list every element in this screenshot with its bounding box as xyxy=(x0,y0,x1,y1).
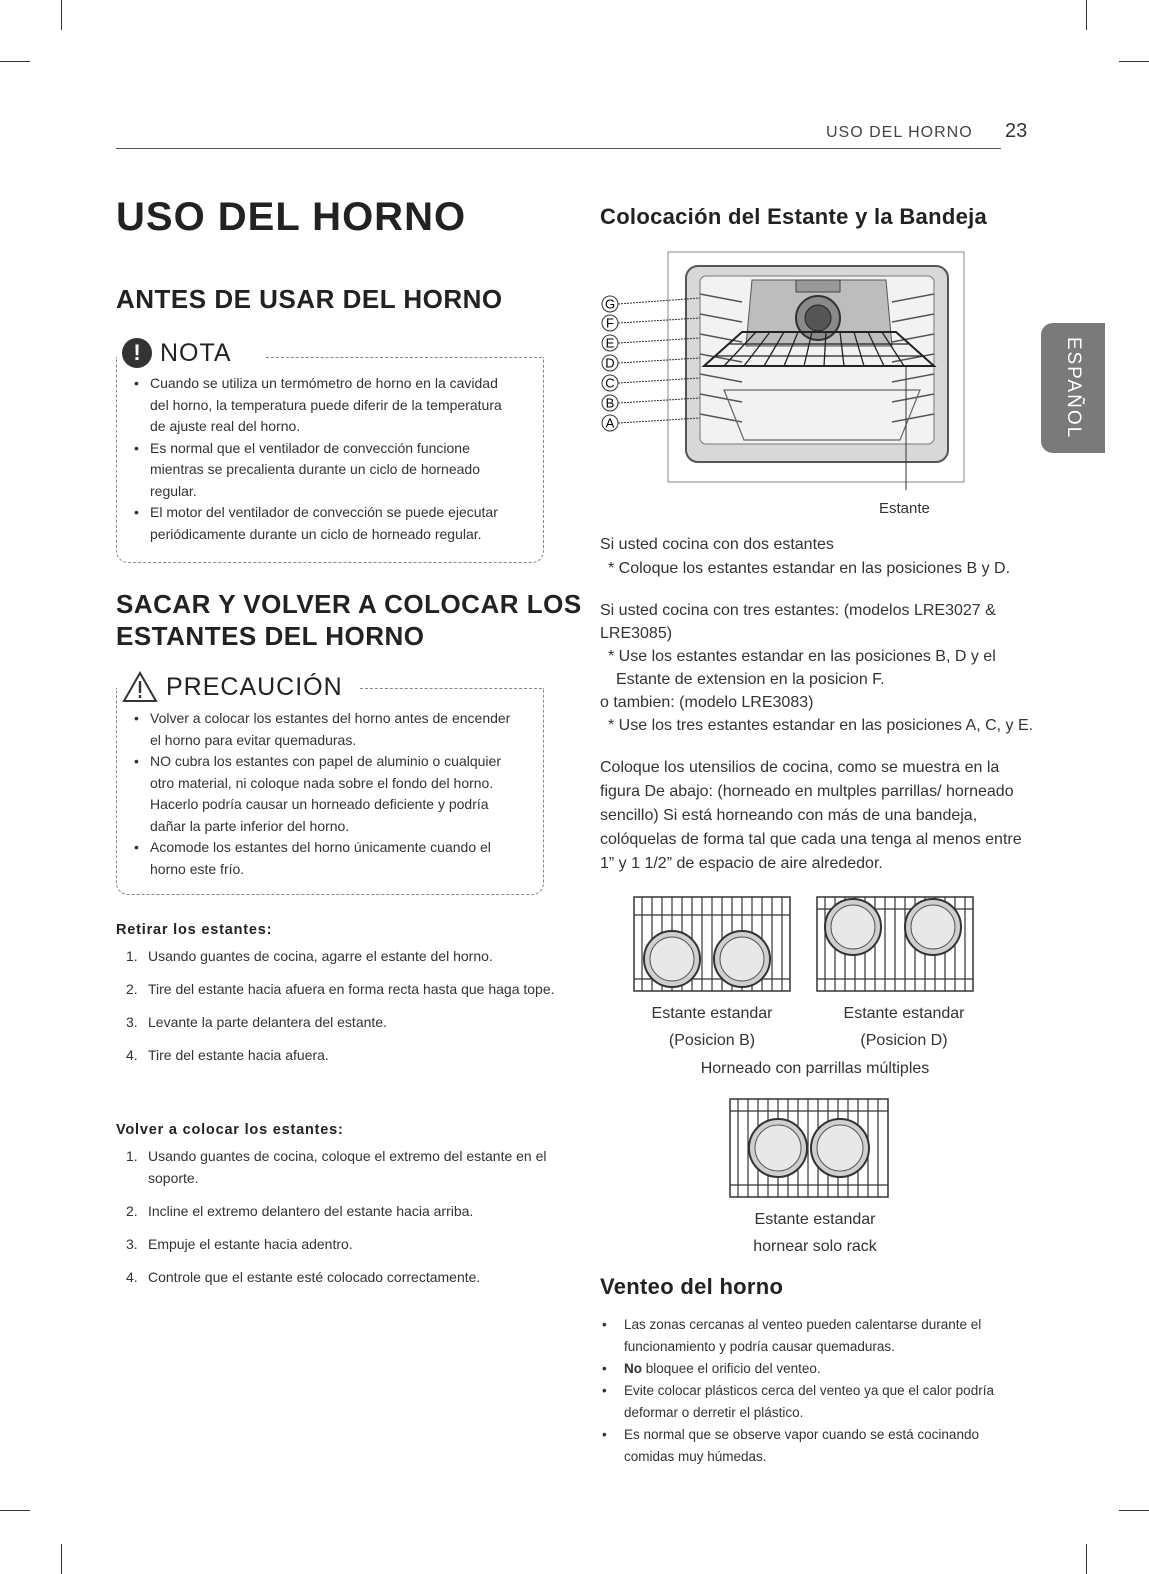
position-label-g: G xyxy=(604,296,616,312)
placement-paragraph: Coloque los utensilios de cocina, como se muestra en la figura De abajo: (horneado en multples parrillas/ horneado sencillo) Si está horneando con más de una bandeja, colóquelas de forma tal que cada una tenga al menos entre 1” y 1 1/2” de espacio de aire alrededor. xyxy=(600,759,1022,872)
single-rack-caption-line1: Estante estandar xyxy=(754,1211,876,1228)
position-label-e: E xyxy=(605,335,615,351)
caution-item: • Volver a colocar los estantes del horno antes de encender el horno para evitar quemaduras. xyxy=(124,708,524,751)
replace-step: 3. Empuje el estante hacia adentro. xyxy=(126,1236,353,1252)
language-tab-label: ESPAÑOL xyxy=(1063,336,1084,440)
rack-figure-position-b xyxy=(632,895,792,995)
caption-position-b-line2: (Posicion B) xyxy=(668,1032,756,1049)
crop-mark xyxy=(1119,1510,1149,1511)
convection-fan-hub xyxy=(805,305,831,331)
placement-title: Colocación del Estante y la Bandeja xyxy=(600,204,988,229)
position-label-c: C xyxy=(605,375,615,391)
warning-triangle-icon xyxy=(122,670,158,704)
position-label-d: D xyxy=(605,355,615,371)
note-label: NOTA xyxy=(160,338,232,367)
caution-box-top-border xyxy=(360,688,542,689)
single-rack-caption-line2: hornear solo rack xyxy=(753,1238,877,1255)
rack-figure-position-d xyxy=(815,895,975,995)
before-use-title: ANTES DE USAR DEL HORNO xyxy=(116,284,503,314)
three-racks-detail-1: * Use los estantes estandar en las posiciones B, D y el xyxy=(608,648,996,665)
note-header xyxy=(122,338,238,368)
vent-item: • No bloquee el orificio del venteo. xyxy=(598,1358,1026,1380)
alt-model-text: o tambien: (modelo LRE3083) xyxy=(600,694,814,711)
remove-step: 1. Usando guantes de cocina, agarre el estante del horno. xyxy=(126,948,493,964)
vent-list xyxy=(598,1314,1026,1468)
single-rack-caption xyxy=(715,1206,915,1260)
crop-mark xyxy=(1119,61,1149,62)
vent-item: • Evite colocar plásticos cerca del venteo ya que el calor podría deformar o derretir el plástico. xyxy=(598,1380,1026,1424)
caution-label: PRECAUCIÓN xyxy=(166,672,343,701)
three-racks-text: Si usted cocina con tres estantes: (modelos LRE3027 & LRE3085) xyxy=(600,602,996,642)
vent-item: • Las zonas cercanas al venteo pueden calentarse durante el funcionamiento y podría causar quemaduras. xyxy=(598,1314,1026,1358)
caption-position-d-line1: Estante estandar xyxy=(843,1005,965,1022)
caption-position-b xyxy=(622,1000,802,1054)
note-item: • El motor del ventilador de convección se puede ejecutar periódicamente durante un ciclo de horneado regular. xyxy=(124,502,514,545)
remove-step: 4. Tire del estante hacia afuera. xyxy=(126,1047,329,1063)
racks-title-line2: ESTANTES DEL HORNO xyxy=(116,621,425,651)
crop-mark xyxy=(61,0,62,30)
replace-step: 4. Controle que el estante esté colocado correctamente. xyxy=(126,1269,481,1285)
caution-list xyxy=(124,708,524,880)
crop-mark xyxy=(1086,0,1087,30)
position-labels xyxy=(602,296,618,431)
three-racks-detail-2: Estante de extension en la posicion F. xyxy=(616,671,885,688)
replace-step: 1. Usando guantes de cocina, coloque el extremo del estante en el soporte. xyxy=(126,1148,547,1186)
header-section-title: USO DEL HORNO xyxy=(826,124,973,141)
remove-steps xyxy=(116,945,556,1077)
two-racks-text: Si usted cocina con dos estantes xyxy=(600,536,834,553)
replace-racks-title: Volver a colocar los estantes: xyxy=(116,1122,344,1138)
page-number: 23 xyxy=(1005,120,1028,142)
caption-position-d xyxy=(814,1000,994,1054)
caution-header xyxy=(122,670,349,704)
crop-mark xyxy=(0,61,30,62)
replace-steps xyxy=(116,1145,556,1299)
header-rule xyxy=(116,148,1001,149)
caption-position-b-line1: Estante estandar xyxy=(651,1005,773,1022)
caption-position-d-line2: (Posicion D) xyxy=(860,1032,948,1049)
oven-vent xyxy=(796,280,840,292)
note-box-top-border xyxy=(266,357,542,358)
crop-mark xyxy=(61,1544,62,1574)
crop-mark xyxy=(1086,1544,1087,1574)
vent-item: • Es normal que se observe vapor cuando se está cocinando comidas muy húmedas. xyxy=(598,1424,1026,1468)
position-label-f: F xyxy=(606,315,614,331)
caution-item: • NO cubra los estantes con papel de aluminio o cualquier otro material, ni coloque nada sobre el fondo del horno. Hacerlo podría causar un horneado deficiente y podría dañar la parte inferior del horno. xyxy=(124,751,524,837)
replace-step: 2. Incline el extremo delantero del estante hacia arriba. xyxy=(126,1203,474,1219)
caution-item: • Acomode los estantes del horno únicamente cuando el horno este frío. xyxy=(124,837,524,880)
rack-figure-single xyxy=(728,1097,890,1201)
note-list xyxy=(124,373,514,545)
position-label-b: B xyxy=(605,395,615,411)
position-label-a: A xyxy=(605,415,615,431)
remove-racks-title: Retirar los estantes: xyxy=(116,922,273,938)
two-racks-detail: * Coloque los estantes estandar en las posiciones B y D. xyxy=(608,560,1011,577)
oven-rack-diagram xyxy=(596,250,976,490)
note-icon: ! xyxy=(122,338,152,368)
racks-title xyxy=(116,588,582,652)
alt-model-detail: * Use los tres estantes estandar en las posiciones A, C, y E. xyxy=(608,717,1034,734)
note-item: • Es normal que el ventilador de convección funcione mientras se precalienta durante un ciclo de horneado regular. xyxy=(124,438,514,503)
rack-label: Estante xyxy=(879,500,930,517)
note-item: • Cuando se utiliza un termómetro de horno en la cavidad del horno, la temperatura puede diferir de la temperatura de ajuste real del horno. xyxy=(124,373,514,438)
multi-rack-caption: Horneado con parrillas múltiples xyxy=(700,1060,930,1077)
crop-mark xyxy=(0,1510,30,1511)
racks-title-line1: SACAR Y VOLVER A COLOCAR LOS xyxy=(116,589,582,619)
remove-step: 3. Levante la parte delantera del estante. xyxy=(126,1014,387,1030)
page-title: USO DEL HORNO xyxy=(116,195,467,239)
vent-title: Venteo del horno xyxy=(600,1274,784,1299)
remove-step: 2. Tire del estante hacia afuera en forma recta hasta que haga tope. xyxy=(126,981,555,997)
